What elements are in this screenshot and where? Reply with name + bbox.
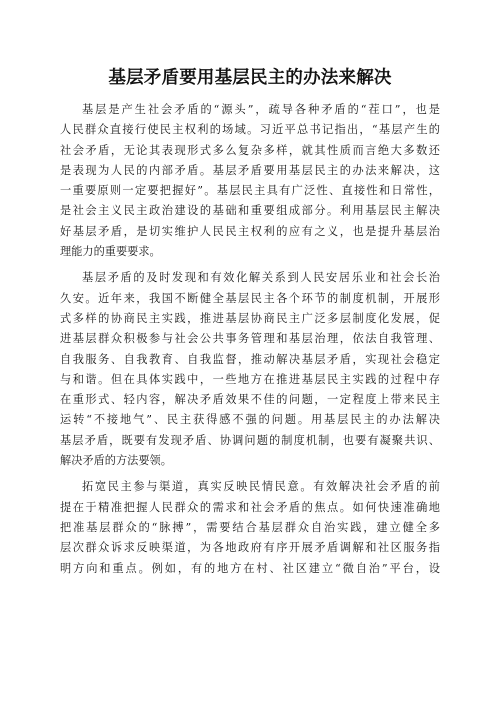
paragraph-line: 是表现为人民的内部矛盾。基层矛盾要用基层民主的办法来解决，这 [60,163,440,177]
document-title: 基层矛盾要用基层民主的办法来解决 [108,68,392,88]
paragraph-line: 久安。近年来，我国不断健全基层民主各个环节的制度机制，开展形 [60,291,440,305]
paragraph [60,477,440,578]
paragraph-line: 基层是产生社会矛盾的“源头”，疏导各种矛盾的“茬口”，也是 [82,103,440,116]
paragraph-line: 人民群众直接行使民主权利的场域。习近平总书记指出，“基层产生的 [60,123,440,137]
paragraph-line: 提在于精准把握人民群众的需求和社会矛盾的焦点。如何快速准确地 [60,500,440,514]
paragraph [60,100,440,262]
paragraph-line: 把准基层群众的“脉搏”，需要结合基层群众自治实践，建立健全多 [60,520,440,534]
paragraph-line: 理能力的重要要求。 [60,245,161,259]
paragraph-line: 运转“不接地气”、民主获得感不强的问题。用基层民主的办法解决 [60,413,440,427]
paragraph-line: 进基层群众积极参与社会公共事务管理和基层治理，依法自我管理、 [60,332,440,346]
paragraph-line: 与和谐。但在具体实践中，一些地方在推进基层民主实践的过程中存 [60,372,440,386]
paragraph-line: 在重形式、轻内容，解决矛盾效果不佳的问题，一定程度上带来民主 [60,393,440,407]
paragraph-line: 基层矛盾，既要有发现矛盾、协调问题的制度机制，也要有凝聚共识、 [60,433,440,447]
paragraph-line: 是社会主义民主政治建设的基础和重要组成部分。利用基层民主解决 [60,204,440,218]
paragraph-line: 拓宽民主参与渠道，真实反映民情民意。有效解决社会矛盾的前 [82,480,440,494]
paragraph-line: 好基层矛盾，是切实维护人民民主权利的应有之义，也是提升基层治 [60,224,440,238]
document-body [60,100,440,579]
paragraph-line: 自我服务、自我教育、自我监督，推动解决基层矛盾，实现社会稳定 [60,352,440,366]
paragraph-line: 基层矛盾的及时发现和有效化解关系到人民安居乐业和社会长治 [82,271,440,285]
paragraph-line: 解决矛盾的方法要领。 [60,454,172,468]
paragraph [60,268,440,471]
paragraph-line: 层次群众诉求反映渠道，为各地政府有序开展矛盾调解和社区服务指 [60,541,440,555]
paragraph-line: 社会矛盾，无论其表现形式多么复杂多样，就其性质而言绝大多数还 [60,143,440,157]
paragraph-line: 式多样的协商民主实践，推进基层协商民主广泛多层制度化发展，促 [60,311,440,325]
paragraph-line: 一重要原则一定要把握好”。基层民主具有广泛性、直接性和日常性， [60,184,440,198]
paragraph-line: 明方向和重点。例如，有的地方在村、社区建立“微自治”平台，设 [60,561,440,575]
